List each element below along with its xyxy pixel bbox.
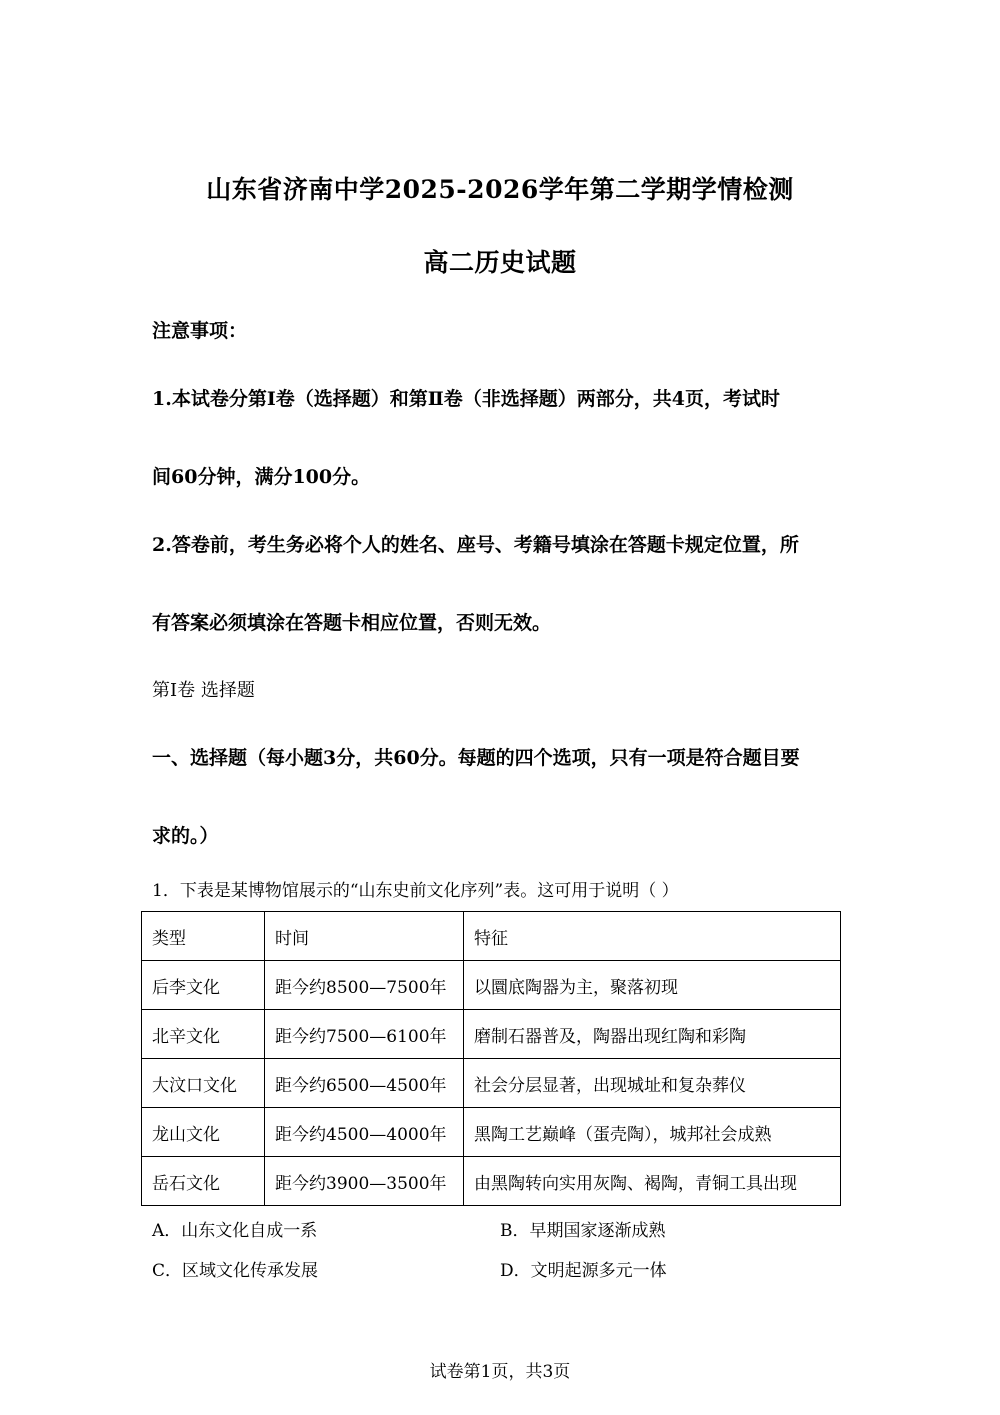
table-header-cell: 类型 [142, 912, 265, 961]
table-cell: 距今约3900—3500年 [265, 1157, 464, 1206]
table-cell: 以圜底陶器为主，聚落初现 [464, 961, 841, 1010]
question-1-stem: 1．下表是某博物馆展示的“山东史前文化序列”表。这可用于说明（ ） [152, 881, 679, 901]
option-c: C．区域文化传承发展 [152, 1261, 319, 1281]
notice-heading: 注意事项： [152, 320, 248, 342]
volume-label: 第Ⅰ卷 选择题 [152, 680, 255, 701]
table-cell: 大汶口文化 [142, 1059, 265, 1108]
section-heading-line-2: 求的。） [152, 825, 219, 847]
table-row [142, 1059, 841, 1108]
option-d: D．文明起源多元一体 [500, 1261, 667, 1281]
table-row [142, 1157, 841, 1206]
table-cell: 距今约6500—4500年 [265, 1059, 464, 1108]
table-header-cell: 时间 [265, 912, 464, 961]
option-b: B．早期国家逐渐成熟 [500, 1221, 666, 1241]
exam-title: 山东省济南中学2025-2026学年第二学期学情检测 [206, 175, 794, 204]
table-cell: 由黑陶转向实用灰陶、褐陶，青铜工具出现 [464, 1157, 841, 1206]
notice-item-1-line-1: 1.本试卷分第Ⅰ卷（选择题）和第Ⅱ卷（非选择题）两部分，共4页，考试时 [152, 388, 780, 410]
page-footer: 试卷第1页，共3页 [429, 1362, 571, 1382]
table-row [142, 1108, 841, 1157]
table-cell: 距今约4500—4000年 [265, 1108, 464, 1157]
notice-item-2-line-2: 有答案必须填涂在答题卡相应位置，否则无效。 [152, 612, 552, 634]
table-cell: 北辛文化 [142, 1010, 265, 1059]
table-cell: 距今约7500—6100年 [265, 1010, 464, 1059]
exam-subtitle: 高二历史试题 [423, 248, 577, 277]
prehistoric-culture-table [141, 911, 841, 1206]
table-row [142, 1010, 841, 1059]
table-header-cell: 特征 [464, 912, 841, 961]
table-cell: 黑陶工艺巅峰（蛋壳陶），城邦社会成熟 [464, 1108, 841, 1157]
table-cell: 磨制石器普及，陶器出现红陶和彩陶 [464, 1010, 841, 1059]
notice-item-2-line-1: 2.答卷前，考生务必将个人的姓名、座号、考籍号填涂在答题卡规定位置，所 [152, 534, 799, 556]
table-cell: 龙山文化 [142, 1108, 265, 1157]
table-cell: 社会分层显著，出现城址和复杂葬仪 [464, 1059, 841, 1108]
table-cell: 后李文化 [142, 961, 265, 1010]
table-cell: 距今约8500—7500年 [265, 961, 464, 1010]
section-heading-line-1: 一、选择题（每小题3分，共60分。每题的四个选项，只有一项是符合题目要 [152, 747, 800, 769]
table-header-row [142, 912, 841, 961]
table-row [142, 961, 841, 1010]
notice-item-1-line-2: 间60分钟，满分100分。 [152, 466, 371, 488]
option-a: A．山东文化自成一系 [152, 1221, 318, 1241]
table-cell: 岳石文化 [142, 1157, 265, 1206]
